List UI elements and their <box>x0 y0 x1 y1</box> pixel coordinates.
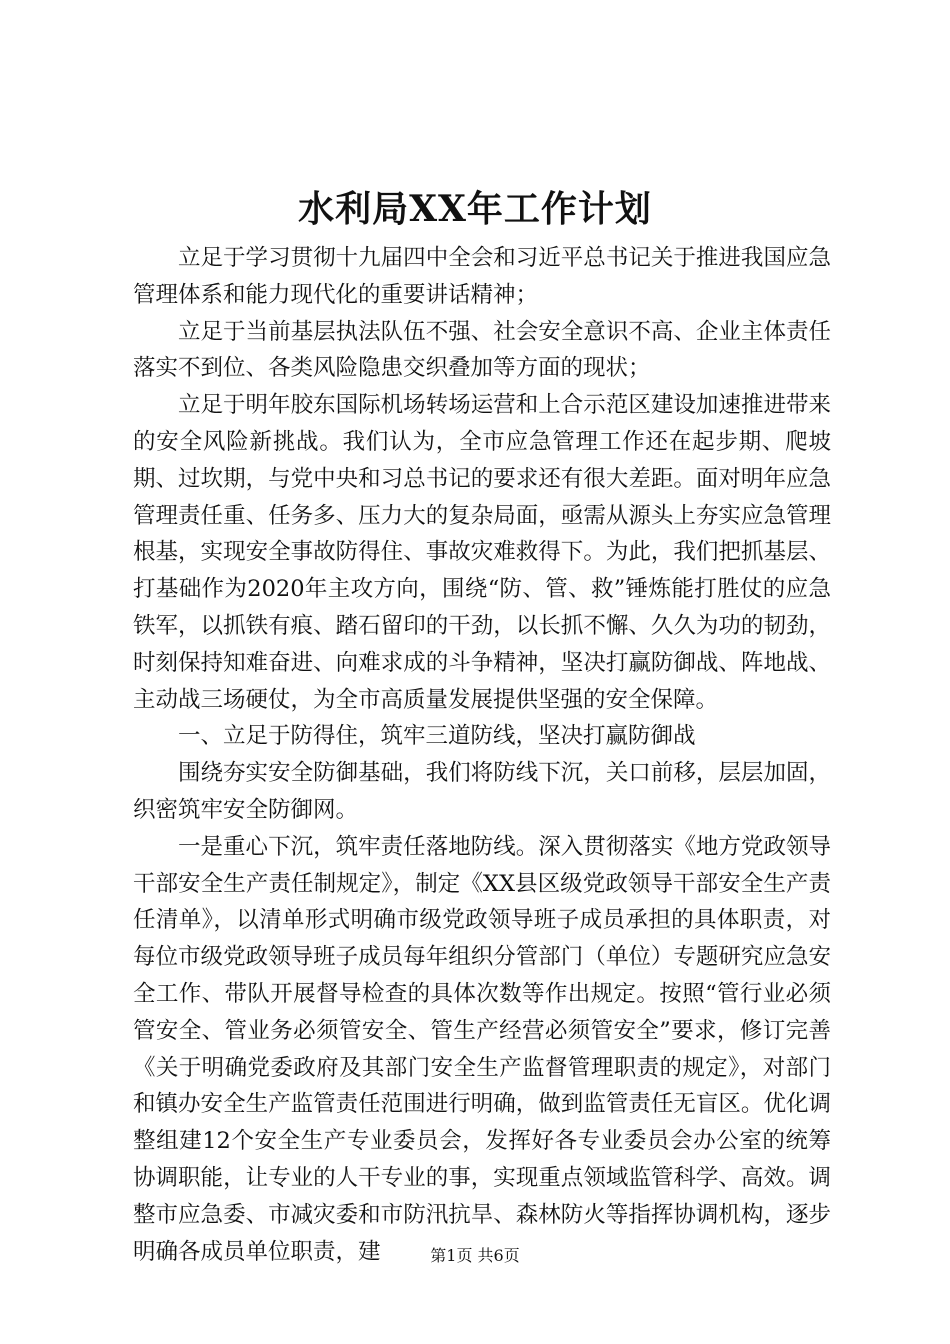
paragraph-1: 立足于学习贯彻十九届四中全会和习近平总书记关于推进我国应急管理体系和能力现代化的重要讲话精神； <box>133 245 831 308</box>
paragraph-3: 立足于明年胶东国际机场转场运营和上合示范区建设加速推进带来的安全风险新挑战。我们认为，全市应急管理工作还在起步期、爬坡期、过坎期，与党中央和习总书记的要求还有很大差距。面对明年应急管理责任重、任务多、压力大的复杂局面，亟需从源头上夯实应急管理根基，实现安全事故防得住、事故灾难救得下。为此，我们把抓基层、打基础作为2020年主攻方向，围绕“防、管、救”锤炼能打胜仗的应急铁军，以抓铁有痕、踏石留印的干劲，以长抓不懈、久久为功的韧劲，时刻保持知难奋进、向难求成的斗争精神，坚决打赢防御战、阵地战、主动战三场硬仗，为全市高质量发展提供坚强的安全保障。 <box>133 392 831 713</box>
section-heading-1: 一、立足于防得住，筑牢三道防线，坚决打赢防御战 <box>178 723 696 750</box>
document-title: 水利局XX年工作计划 <box>298 188 652 230</box>
document-body <box>133 240 831 1270</box>
paragraph-4: 围绕夯实安全防御基础，我们将防线下沉，关口前移，层层加固，织密筑牢安全防御网。 <box>133 760 831 823</box>
paragraph-2: 立足于当前基层执法队伍不强、社会安全意识不高、企业主体责任落实不到位、各类风险隐患交织叠加等方面的现状； <box>133 318 831 382</box>
page-footer: 第1页 共6页 <box>430 1246 520 1265</box>
paragraph-5: 一是重心下沉，筑牢责任落地防线。深入贯彻落实《地方党政领导干部安全生产责任制规定》，制定《XX县区级党政领导干部安全生产责任清单》，以清单形式明确市级党政领导班子成员承担的具体职责，对每位市级党政领导班子成员每年组织分管部门（单位）专题研究应急安全工作、带队开展督导检查的具体次数等作出规定。按照“管行业必须管安全、管业务必须管安全、管生产经营必须管安全”要求，修订完善《关于明确党委政府及其部门安全生产监督管理职责的规定》，对部门和镇办安全生产监管责任范围进行明确，做到监管责任无盲区。优化调整组建12个安全生产专业委员会，发挥好各专业委员会办公室的统筹协调职能，让专业的人干专业的事，实现重点领域监管科学、高效。调整市应急委、市减灾委和市防汛抗旱、森林防火等指挥协调机构，逐步明确各成员单位职责，建 <box>133 833 831 1265</box>
